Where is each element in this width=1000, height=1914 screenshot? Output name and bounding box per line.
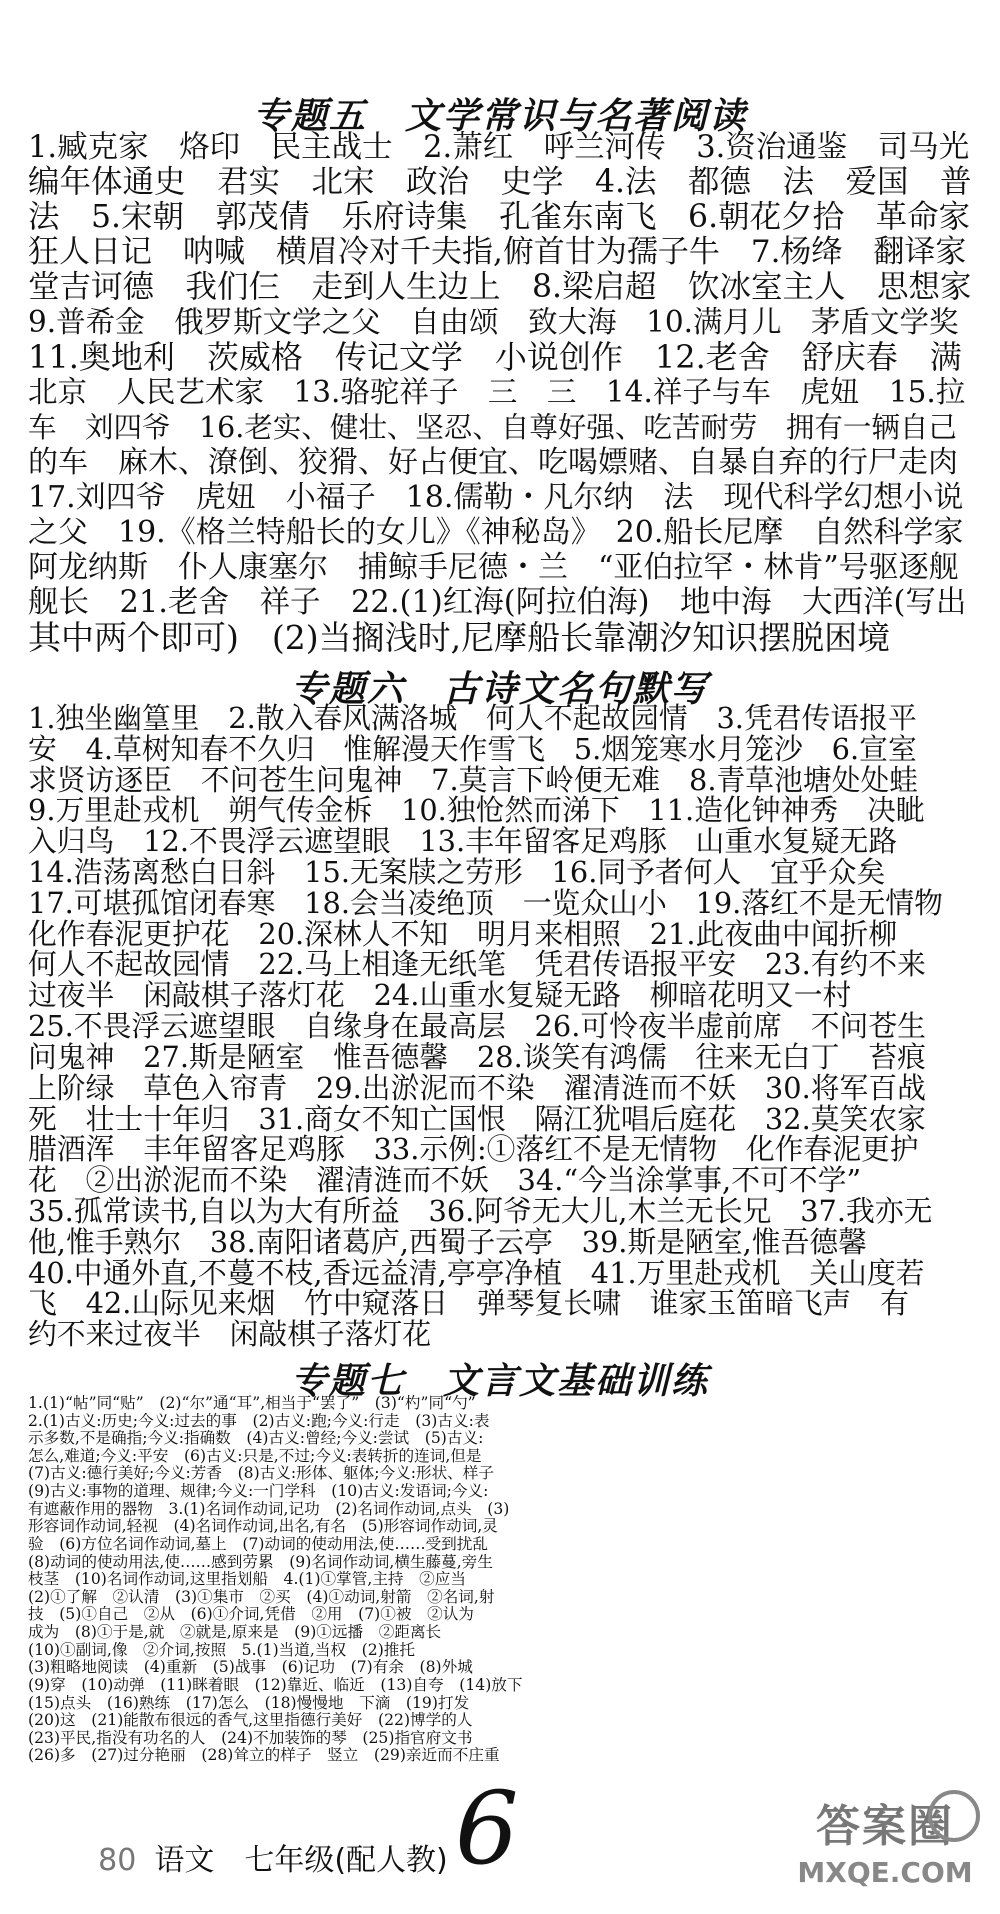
watermark-logo	[780, 1790, 990, 1890]
text-line: 花 ②出淤泥而不染 濯清涟而不妖 34.“今当涂掌事,不可不学”	[28, 1165, 862, 1196]
text-line: 法 5.宋朝 郭茂倩 乐府诗集 孔雀东南飞 6.朝花夕拾 革命家	[28, 200, 971, 235]
text-line: 1.(1)“帖”同“贴” (2)“尔”通“耳”,相当于“罢了” (3)“杓”同“勺”	[28, 1395, 476, 1412]
section-title-7: 专题七 文言文基础训练	[290, 1361, 709, 1402]
text-line: (9)穿 (10)动弹 (11)眯着眼 (12)靠近、临近 (13)自夸 (14)放下	[28, 1676, 523, 1694]
page-footer	[60, 1800, 448, 1914]
text-line: (9)古义:事物的道理、规律;今义:一门学科 (10)古义:发语词;今义:	[28, 1483, 489, 1501]
text-line: 狂人日记 呐喊 横眉冷对千夫指,俯首甘为孺子牛 7.杨绛 翻译家	[28, 235, 967, 270]
text-line: 有遮蔽作用的器物 3.(1)名词作动词,记功 (2)名词作动词,点头 (3)	[28, 1500, 510, 1518]
text-line: (10)①副词,像 ②介词,按照 5.(1)当道,当权 (2)推托	[28, 1641, 416, 1659]
handwritten-mark: 6	[455, 1770, 519, 1887]
page-number: 80	[98, 1843, 137, 1878]
text-line: 枝茎 (10)名词作动词,这里指划船 4.(1)①掌管,主持 ②应当	[28, 1571, 466, 1589]
text-line: 求贤访逐臣 不问苍生问鬼神 7.莫言下岭便无难 8.青草池塘处处蛙	[28, 764, 919, 796]
text-line: 的车 麻木、潦倒、狡猾、好占便宜、吃喝嫖赌、自暴自弃的行尸走肉	[28, 445, 958, 480]
text-line: 验 (6)方位名词作动词,墓上 (7)动词的使动用法,使……受到扰乱	[28, 1535, 488, 1553]
text-line: 14.浩荡离愁白日斜 15.无案牍之劳形 16.同予者何人 宜乎众矣	[28, 857, 886, 888]
text-line: 舰长 21.老舍 祥子 22.(1)红海(阿拉伯海) 地中海 大西洋(写出	[28, 585, 967, 620]
text-line: 何人不起故园情 22.马上相逢无纸笔 凭君传语报平安 23.有约不来	[28, 949, 926, 981]
text-line: 堂吉诃德 我们仨 走到人生边上 8.梁启超 饮冰室主人 思想家	[28, 270, 972, 305]
text-line: 技 (5)①自己 ②从 (6)①介词,凭借 ②用 (7)①被 ②认为	[28, 1606, 474, 1624]
text-line: 过夜半 闲敲棋子落灯花 24.山重水复疑无路 柳暗花明又一村	[28, 980, 852, 1012]
text-line: 入归鸟 12.不畏浮云遮望眼 13.丰年留客足鸡豚 山重水复疑无路	[28, 826, 898, 858]
text-line: 北京 人民艺术家 13.骆驼祥子 三 三 14.祥子与车 虎妞 15.拉	[28, 375, 966, 409]
text-line: 其中两个即可) (2)当搁浅时,尼摩船长靠潮汐知识摆脱困境	[28, 620, 891, 655]
text-line: 车 刘四爷 16.老实、健壮、坚忍、自尊好强、吃苦耐劳 拥有一辆自己	[28, 411, 957, 444]
seal-icon	[928, 1790, 980, 1842]
text-line: (26)多 (27)过分艳丽 (28)耸立的样子 竖立 (29)亲近而不庄重	[28, 1747, 500, 1765]
text-line: 35.孤常读书,自以为大有所益 36.阿爷无大儿,木兰无长兄 37.我亦无	[28, 1195, 933, 1227]
text-line: 上阶绿 草色入帘青 29.出淤泥而不染 濯清涟而不妖 30.将军百战	[28, 1072, 926, 1104]
text-line: 问鬼神 27.斯是陋室 惟吾德馨 28.谈笑有鸿儒 往来无白丁 苔痕	[28, 1041, 926, 1073]
text-line: 之父 19.《格兰特船长的女儿》《神秘岛》 20.船长尼摩 自然科学家	[28, 515, 964, 550]
text-line: (15)点头 (16)熟练 (17)怎么 (18)慢慢地 下滴 (19)打发	[28, 1694, 470, 1712]
text-line: 40.中通外直,不蔓不枝,香远益清,亭亭净植 41.万里赴戎机 关山度若	[28, 1257, 925, 1289]
text-line: (3)粗略地阅读 (4)重新 (5)战事 (6)记功 (7)有余 (8)外城	[28, 1659, 473, 1677]
watermark-cn: 答案圈	[816, 1801, 954, 1852]
text-line: 阿龙纳斯 仆人康塞尔 捕鲸手尼德・兰 “亚伯拉罕・林肯”号驱逐舰	[28, 550, 959, 585]
watermark-en: MXQE.COM	[797, 1856, 973, 1889]
text-line: 9.万里赴戎机 朔气传金柝 10.独怆然而涕下 11.造化钟神秀 决眦	[28, 795, 925, 827]
text-line: 9.普希金 俄罗斯文学之父 自由颂 致大海 10.满月儿 茅盾文学奖	[28, 305, 959, 339]
text-line: (7)古义:德行美好;今义:芳香 (8)古义:形体、躯体;今义:形状、样子	[28, 1465, 495, 1483]
text-line: 2.(1)古义:历史;今义:过去的事 (2)古义:跑;今义:行走 (3)古义:表	[28, 1412, 490, 1430]
text-line: 死 壮士十年归 31.商女不知亡国恨 隔江犹唱后庭花 32.莫笑农家	[28, 1103, 926, 1135]
text-line: 飞 42.山际见来烟 竹中窥落日 弹琴复长啸 谁家玉笛暗飞声 有	[28, 1288, 909, 1320]
text-line: 形容词作动词,轻视 (4)名词作动词,出名,有名 (5)形容词作动词,灵	[28, 1518, 498, 1536]
section-title-6: 专题六 古诗文名句默写	[290, 669, 709, 710]
text-line: 17.可堪孤馆闭春寒 18.会当凌绝顶 一览众山小 19.落红不是无情物	[28, 887, 943, 919]
text-line: 1.臧克家 烙印 民主战士 2.萧红 呼兰河传 3.资治通鉴 司马光	[28, 130, 970, 165]
text-line: 11.奥地利 茨威格 传记文学 小说创作 12.老舍 舒庆春 满	[28, 340, 962, 375]
text-line: 腊酒浑 丰年留客足鸡豚 33.示例:①落红不是无情物 化作春泥更护	[28, 1134, 919, 1166]
text-line: 17.刘四爷 虎妞 小福子 18.儒勒・凡尔纳 法 现代科学幻想小说	[28, 480, 964, 515]
text-line: 安 4.草树知春不久归 惟解漫天作雪飞 5.烟笼寒水月笼沙 6.宣室	[28, 733, 917, 765]
text-line: 示多数,不是确指;今义:指确数 (4)古义:曾经;今义:尝试 (5)古义:	[28, 1430, 484, 1448]
text-line: 怎么,难道;今义:平安 (6)古义:只是,不过;今义:表转折的连词,但是	[28, 1447, 482, 1465]
text-line: 化作春泥更护花 20.深林人不知 明月来相照 21.此夜曲中闻折柳	[28, 918, 898, 950]
text-line: (20)这 (21)能散布很远的香气,这里指德行美好 (22)博学的人	[28, 1712, 473, 1730]
text-line: (8)动词的使动用法,使……感到劳累 (9)名词作动词,横生藤蔓,旁生	[28, 1553, 493, 1571]
text-line: (23)平民,指没有功名的人 (24)不加装饰的琴 (25)指官府文书	[28, 1729, 473, 1747]
text-line: (2)①了解 ②认清 (3)①集市 ②买 (4)①动词,射箭 ②名词,射	[28, 1588, 495, 1606]
text-line: 25.不畏浮云遮望眼 自缘身在最高层 26.可怜夜半虚前席 不问苍生	[28, 1011, 926, 1042]
book-subject: 语文 七年级(配人教)	[154, 1843, 448, 1878]
text-line: 1.独坐幽篁里 2.散入春风满洛城 何人不起故园情 3.凭君传语报平	[28, 703, 917, 734]
text-line: 他,惟手熟尔 38.南阳诸葛庐,西蜀子云亭 39.斯是陋室,惟吾德馨	[28, 1226, 867, 1258]
text-line: 约不来过夜半 闲敲棋子落灯花	[28, 1319, 432, 1350]
section-title-5: 专题五 文学常识与名著阅读	[252, 96, 747, 137]
text-line: 成为 (8)①于是,就 ②就是,原来是 (9)①远播 ②距离长	[28, 1624, 442, 1642]
text-line: 编年体通史 君实 北宋 政治 史学 4.法 都德 法 爱国 普	[28, 165, 972, 200]
